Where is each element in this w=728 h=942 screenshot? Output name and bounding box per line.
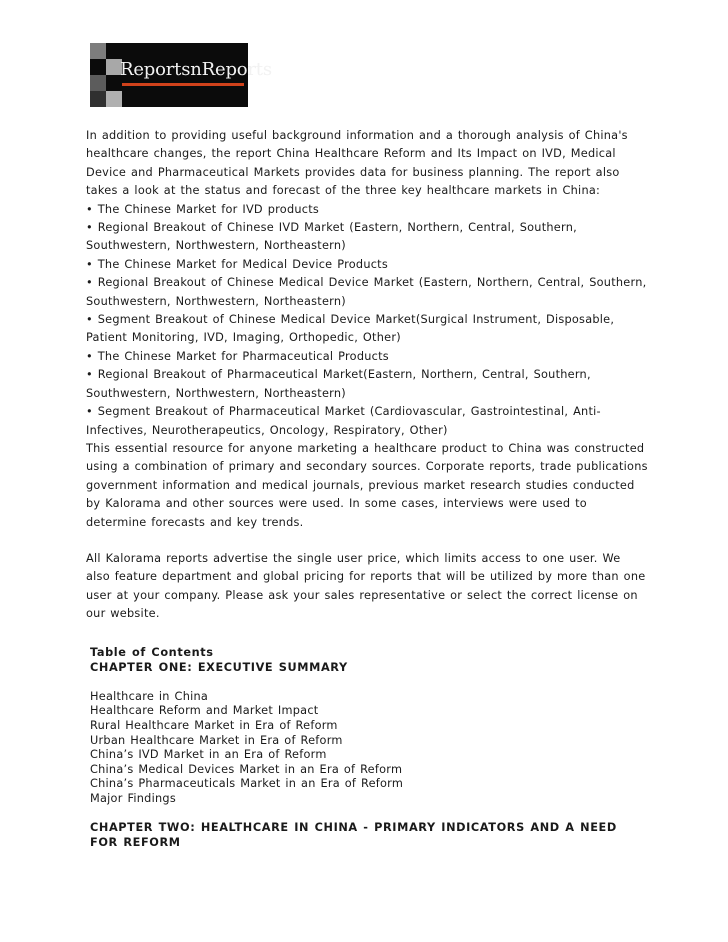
logo-square [90, 43, 106, 59]
chapter-two-heading: CHAPTER TWO: HEALTHCARE IN CHINA - PRIMARY INDICATORS AND A NEED FOR REFORM [90, 821, 617, 849]
chapter-one-heading: CHAPTER ONE: EXECUTIVE SUMMARY [90, 660, 348, 674]
bullet-item: • Segment Breakout of Pharmaceutical Market (Cardiovascular, Gastrointestinal, Anti-Infectives, Neurotherapeutics, Oncology, Respiratory, Other) [86, 405, 601, 437]
reportsnreports-logo [90, 43, 272, 107]
bullet-item: • Regional Breakout of Pharmaceutical Market(Eastern, Northern, Central, Southern, Southwestern, Northwestern, Northeastern) [86, 368, 591, 400]
toc-item: Major Findings [90, 791, 176, 805]
toc-item: Rural Healthcare Market in Era of Reform [90, 718, 338, 732]
bullet-item: • Regional Breakout of Chinese Medical Device Market (Eastern, Northern, Central, Southern, Southwestern, Northwestern, Northeastern) [86, 276, 647, 308]
toc-item: Urban Healthcare Market in Era of Reform [90, 733, 343, 747]
bullet-item: • The Chinese Market for IVD products [86, 202, 320, 216]
report-description [86, 127, 648, 624]
logo-square [90, 75, 106, 91]
toc-item: China’s IVD Market in an Era of Reform [90, 748, 327, 762]
toc-item: Healthcare Reform and Market Impact [90, 704, 319, 718]
bullet-item: • The Chinese Market for Pharmaceutical Products [86, 349, 389, 363]
toc-item: Healthcare in China [90, 689, 209, 703]
toc-heading: Table of Contents [90, 646, 214, 659]
intro-paragraph: In addition to providing useful background information and a thorough analysis of China's healthcare changes, the report China Healthcare Reform and Its Impact on IVD, Medical Device and Pharmaceutical Markets provides data for business planning. The report also takes a look at the status and forecast of the three key healthcare markets in China: [86, 129, 628, 198]
table-of-contents [90, 646, 650, 850]
resource-paragraph: This essential resource for anyone marketing a healthcare product to China was constructed using a combination of primary and secondary sources. Corporate reports, trade publications government information and medical journals, previous market research studies conducted by Kalorama and other sources were used. In some cases, interviews were used to determine forecasts and key trends. [86, 441, 648, 529]
logo-square [106, 91, 122, 107]
toc-item: China’s Pharmaceuticals Market in an Era of Reform [90, 777, 404, 791]
pricing-paragraph: All Kalorama reports advertise the single user price, which limits access to one user. We also feature department and global pricing for reports that will be utilized by more than one user at your company. Please ask your sales representative or select the correct license on our website. [86, 551, 646, 621]
logo-accent-bar [122, 83, 244, 86]
logo-text: ReportsnReports [120, 59, 272, 80]
bullet-item: • Regional Breakout of Chinese IVD Market (Eastern, Northern, Central, Southern, Southwestern, Northwestern, Northeastern) [86, 221, 577, 253]
bullet-item: • Segment Breakout of Chinese Medical Device Market(Surgical Instrument, Disposable, Patient Monitoring, IVD, Imaging, Orthopedic, Other) [86, 313, 615, 345]
logo-square [90, 91, 106, 107]
toc-item: China’s Medical Devices Market in an Era of Reform [90, 762, 403, 776]
bullet-item: • The Chinese Market for Medical Device Products [86, 257, 389, 271]
